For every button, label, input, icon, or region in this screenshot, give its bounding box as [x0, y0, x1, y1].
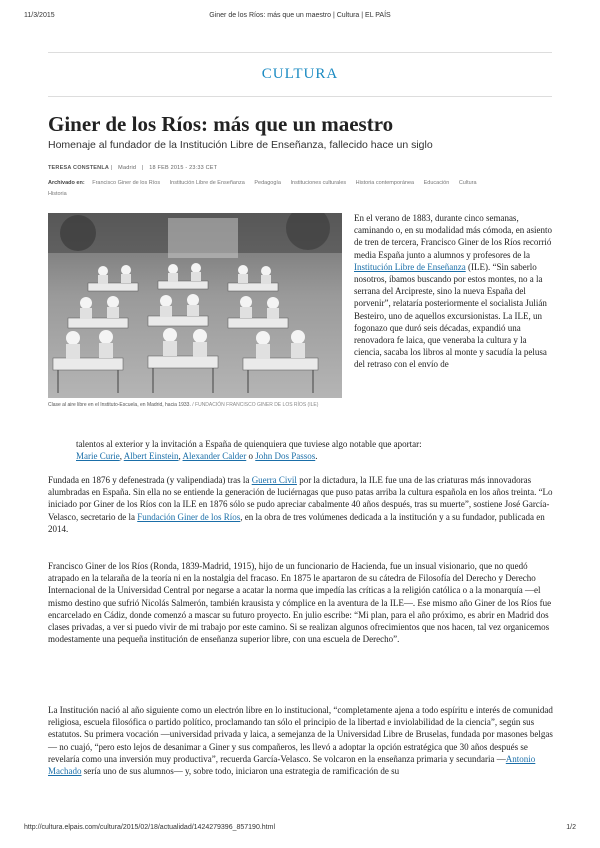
- text-run: En el verano de 1883, durante cinco semanas, caminando o, en su modalidad más cómoda, en asiento de tren de tercera, Francisco Giner de los Ríos recorrió media España junto a alumnos y profesores de la: [354, 213, 552, 260]
- link-john-dos-passos[interactable]: John Dos Passos: [255, 451, 316, 462]
- photo-credit: / FUNDACIÓN FRANCISCO GINER DE LOS RÍOS (ILE): [192, 402, 319, 408]
- text-run: por la dictadura, la ILE fue una de las criaturas más innovadoras alumbradas en España. Sin ella no se entiende la generación de luciérnagas que puso patas arriba la cultura española en los años treinta. “Lo iniciado por Giner de los Ríos con la ILE en 1876 sólo se pudo apreciar cabalmente 40 años después, tras su muerte”, sostiene José García-Velasco, secretario de la: [48, 475, 553, 522]
- text-run: La Institución nació al año siguiente como un electrón libre en lo institucional, “completamente ajena a todo espíritu e interés de comunidad religiosa, escuela filosófica o partido político, proclamando tan sólo el principio de la libertad e inviolabilidad de la ciencia”, según sus estatutos. Su primera vocación —universidad privada y laica, a semejanza de la Universidad Libre de Bruselas, fundada por masones belgas— no cuajó, “pero esto lejos de desanimar a Giner y sus compañeros, les llevó a adoptar la opción estratégica que 30 años después se revelaría como una inversión muy productiva”, recuerda García-Velasco. Se volcaron en la enseñanza primaria y secundaria —: [48, 705, 553, 764]
- print-page-title: Giner de los Ríos: más que un maestro | Cultura | EL PAÍS: [209, 12, 391, 19]
- article-photo: [48, 213, 342, 398]
- link-marie-curie[interactable]: Marie Curie: [76, 451, 120, 462]
- text-run: Fundada en 1876 y defenestrada (y valipendiada) tras la: [48, 475, 252, 485]
- tag-link[interactable]: Educación: [423, 180, 450, 186]
- caption-text: Clase al aire libre en el Instituto-Escuela, en Madrid, hacia 1933.: [48, 402, 191, 408]
- tag-link[interactable]: Instituciones culturales: [290, 180, 347, 186]
- section-divider: [48, 96, 552, 97]
- tag-link[interactable]: Historia contemporánea: [355, 180, 415, 186]
- print-url: http://cultura.elpais.com/cultura/2015/02/18/actualidad/1424279396_857190.html: [24, 824, 276, 831]
- text-run: talentos al exterior y la invitación a España de quienquiera que tuviese algo notable que aportar:: [76, 439, 422, 449]
- text-run: sería uno de sus alumnos— y, sobre todo, iniciaron una estrategia de ramificación de su: [81, 766, 400, 777]
- classroom-photo-illustration: [48, 213, 342, 398]
- tags-list: [48, 178, 558, 200]
- tag-link[interactable]: Francisco Giner de los Ríos: [92, 180, 161, 186]
- author-link[interactable]: TERESA CONSTENLA: [48, 165, 110, 171]
- paragraph-2: [48, 474, 556, 535]
- paragraph-1-column: [354, 212, 552, 371]
- link-ile[interactable]: Institución Libre de Enseñanza: [354, 261, 466, 272]
- tag-link[interactable]: Historia: [48, 191, 67, 197]
- paragraph-4: [48, 704, 556, 777]
- text-run: (ILE). “Sin saberlo nosotros, íbamos buscando por estos montes, no a la serrana del Arcipreste, sino la nueva España del porvenir”, relataría posteriormente el socialista Julián Besteiro, uno de aquellos excursionistas. La ILE, un fogonazo que duró seis décadas, expandió una renovadora fe laica, que veneraba la cultura y la ciencia, sacaba los libros al monte y sacudía la pelusa del retraso con el envío de: [354, 261, 547, 370]
- page-number: 1/2: [566, 824, 576, 831]
- text-run: , en la obra de tres volúmenes dedicada a la institución y a su fundador, publicada en 2014.: [48, 511, 545, 534]
- separator: ,: [119, 451, 124, 462]
- link-fundacion-giner[interactable]: Fundación Giner de los Ríos: [137, 511, 241, 522]
- separator: o: [246, 451, 256, 462]
- link-guerra-civil[interactable]: Guerra Civil: [251, 475, 297, 485]
- print-header: [24, 12, 576, 24]
- byline-location: Madrid: [118, 165, 137, 171]
- top-divider: [48, 52, 552, 53]
- tags-label: Archivado en:: [48, 180, 85, 186]
- link-alexander-calder[interactable]: Alexander Calder: [182, 451, 247, 462]
- tag-link[interactable]: Institución Libre de Enseñanza: [169, 180, 245, 186]
- link-antonio-machado[interactable]: Antonio Machado: [48, 753, 536, 777]
- byline: TERESA CONSTENLA | Madrid | 18 FEB 2015 - 23:33 CET: [48, 165, 218, 171]
- print-date: 11/3/2015: [24, 12, 55, 19]
- tag-link[interactable]: Pedagogía: [254, 180, 281, 186]
- separator: .: [315, 451, 318, 462]
- photo-caption: [48, 402, 344, 409]
- byline-datetime: 18 FEB 2015 - 23:33 CET: [149, 165, 218, 171]
- link-albert-einstein[interactable]: Albert Einstein: [123, 451, 179, 462]
- article-headline: Giner de los Ríos: más que un maestro: [48, 112, 394, 136]
- section-link-cultura[interactable]: CULTURA: [261, 66, 339, 82]
- tag-link[interactable]: Cultura: [458, 180, 477, 186]
- print-footer: [24, 824, 576, 836]
- separator: ,: [178, 451, 183, 462]
- paragraph-1-continuation: [76, 438, 556, 462]
- article-subtitle: Homenaje al fundador de la Institución Libre de Enseñanza, fallecido hace un siglo: [48, 139, 433, 151]
- paragraph-3: Francisco Giner de los Ríos (Ronda, 1839-Madrid, 1915), hijo de un funcionario de Hacienda, fue un insual visionario, que no quedó atrapado en la telaraña de la teoría ni en la nostalgia del fracaso. En 1875 le apartaron de su cátedra de Filosofía del Derecho y Derecho Internacional de la Universidad Central por negarse a acatar la norma que impedía las críticas a la religión católica o a la monarquía —el mismo destino que sufrió Nicolás Salmerón, también krausista y cómplice en la aventura de la ILE—. Ese mismo año Giner de los Ríos fue encarcelado en Cádiz, donde comenzó a mascar su futuro proyecto. En julio escribe: “Mi plan, para el año próximo, es abrir en Madrid dos clases privadas, a ver si puedo vivir de mi trabajo por este camino. Si se realizan algunos ofrecimientos que nos hacen, tal vez organicemos modestamente una pequeña institución de enseñanza superior libre, con una escuela de Derecho”.: [48, 561, 552, 645]
